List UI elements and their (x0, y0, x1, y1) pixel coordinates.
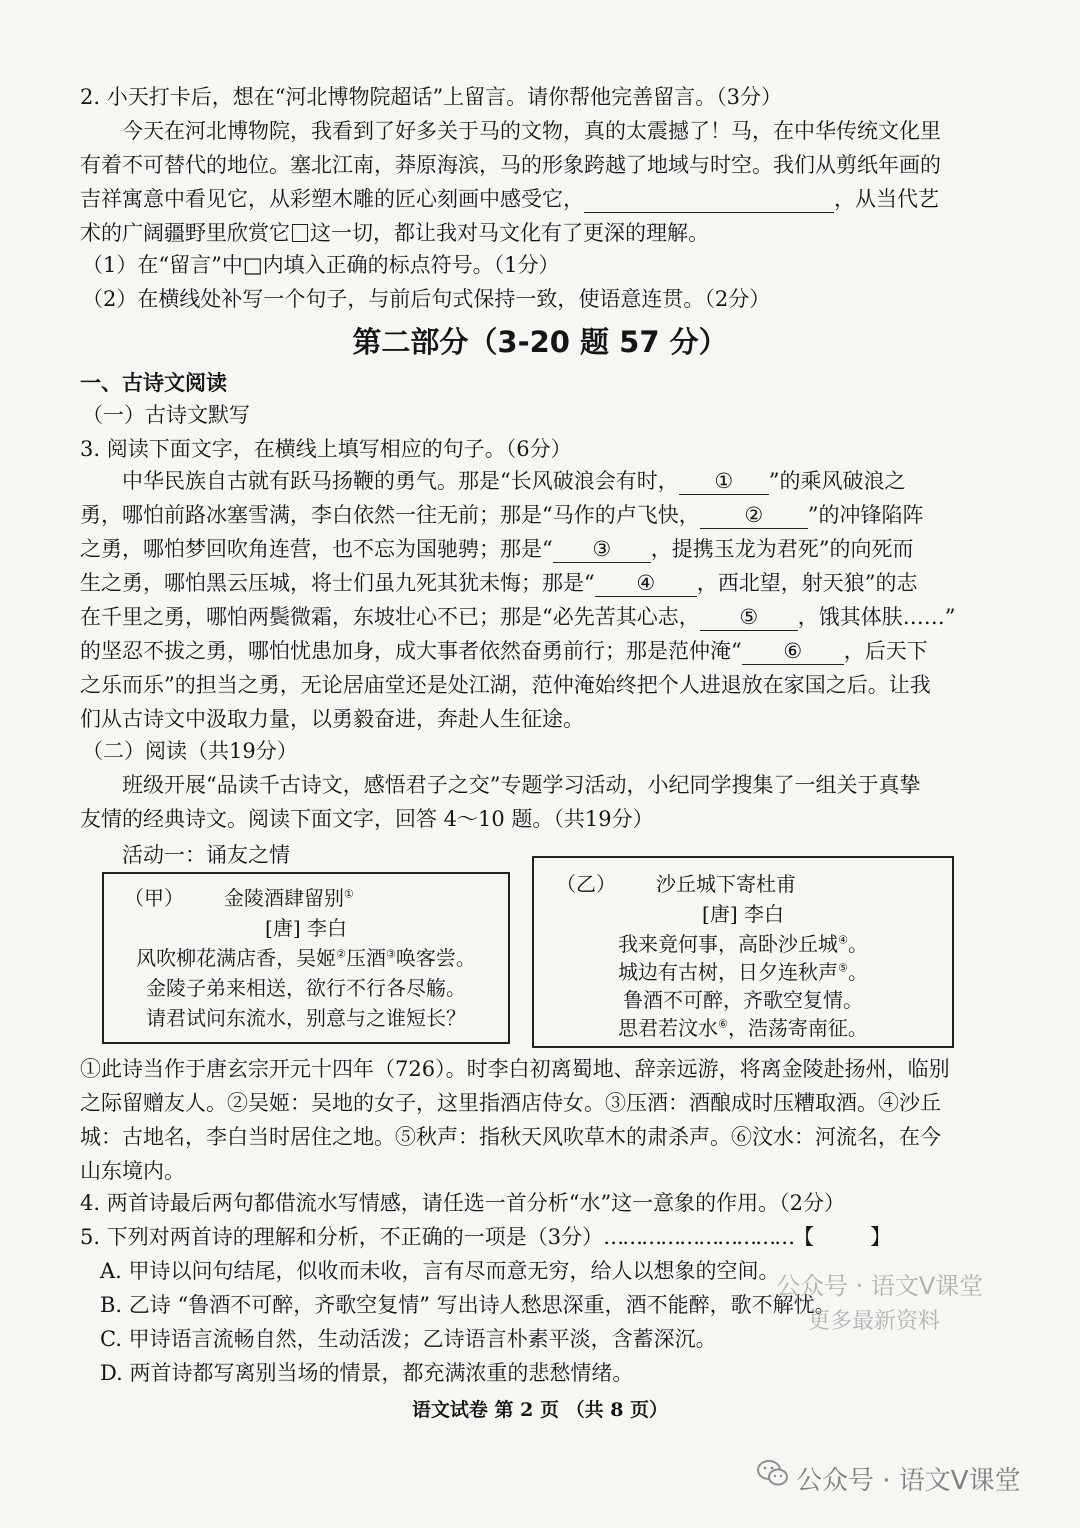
q2-sub2: （2）在横线处补写一个句子，与前后句式保持一致，使语意连贯。（2分） (82, 287, 771, 311)
poem-line: 请君试问东流水，别意与之谁短长？ (146, 1006, 466, 1030)
poem-title: 沙丘城下寄杜甫 (656, 872, 796, 896)
note-line: 城：古地名，李白当时居住之地。⑤秋声：指秋天风吹草木的肃杀声。⑥汶水：河流名，在今 (80, 1125, 941, 1149)
blank-2[interactable]: ② (700, 502, 808, 529)
note-line: 之际留赠友人。②吴姬：吴地的女子，这里指酒店侍女。③压酒：酒酿成时压糟取酒。④沙丘 (80, 1091, 941, 1115)
q4-stem: 4. 两首诗最后两句都借流水写情感，请任选一首分析“水”这一意象的作用。（2分） (80, 1191, 846, 1215)
poem-title-line: （甲） 金陵酒肆留别① (124, 886, 354, 910)
watermark-bottom: 公众号 · 语文V课堂 (796, 1466, 1021, 1496)
q2-message-line: 吉祥寓意中看见它，从彩塑木雕的匠心刻画中感受它， ，从当代艺 (80, 187, 939, 211)
q5-answer-box[interactable] (814, 1224, 870, 1250)
dot-leader: ………………………… (603, 1225, 794, 1249)
q3-text-line: 勇，哪怕前路冰塞雪满，李白依然一往无前；那是“马作的卢飞快， ② ”的冲锋陷阵 (80, 503, 924, 527)
q5-option-d[interactable]: D. 两首诗都写离别当场的情景，都充满浓重的悲愁情绪。 (100, 1361, 634, 1385)
poem-line: 思君若汶水⑥，浩荡寄南征。 (618, 1016, 868, 1040)
page-footer: 语文试卷 第 2 页 （共 8 页） (411, 1399, 669, 1421)
q3-stem: 3. 阅读下面文字，在横线上填写相应的句子。（6分） (80, 437, 572, 461)
poem-title: 金陵酒肆留别 (224, 886, 344, 910)
q5-option-a[interactable]: A. 甲诗以问句结尾，似收而未收，言有尽而意无穷，给人以想象的空间。 (100, 1259, 780, 1283)
part-title: 第二部分（3-20 题 57 分） (352, 325, 728, 359)
q5-option-b[interactable]: B. 乙诗 “鲁酒不可醉，齐歌空复情” 写出诗人愁思深重，酒不能醉，歌不解忧。 (100, 1293, 836, 1317)
q5-option-c[interactable]: C. 甲诗语言流畅自然，生动活泼；乙诗语言朴素平淡，含蓄深沉。 (100, 1327, 717, 1351)
q2-sub1: （1）在“留言”中□内填入正确的标点符号。（1分） (82, 253, 560, 277)
q2-message-line: 今天在河北博物院，我看到了好多关于马的文物，真的太震撼了！马，在中华传统文化里 (122, 119, 941, 143)
blank-1[interactable]: ① (679, 468, 769, 495)
poem-title-line: （乙） 沙丘城下寄杜甫 (556, 872, 796, 896)
q2-stem: 2. 小天打卡后，想在“河北博物院超话”上留言。请你帮他完善留言。（3分） (80, 85, 783, 109)
poem-box-b (532, 856, 954, 1048)
q3-text-line: 们从古诗文中汲取力量，以勇毅奋进，奔赴人生征途。 (80, 707, 584, 731)
poem-line: 金陵子弟来相送，欲行不行各尽觞。 (146, 976, 466, 1000)
subsection-title: （一）古诗文默写 (82, 403, 250, 427)
poem-line: 风吹柳花满店香，吴姬②压酒③唤客尝。 (136, 946, 476, 970)
poem-line: 我来竟何事，高卧沙丘城④。 (618, 932, 868, 956)
intro-line: 班级开展“品读千古诗文，感悟君子之交”专题学习活动，小纪同学搜集了一组关于真挚 (122, 773, 921, 797)
note-line: 山东境内。 (80, 1159, 185, 1183)
blank-6[interactable]: ⑥ (742, 638, 844, 665)
activity-title: 活动一：诵友之情 (122, 843, 290, 867)
poem-line: 鲁酒不可醉，齐歌空复情。 (623, 988, 863, 1012)
q2-message-line: 术的广阔疆野里欣赏它 这一切，都让我对马文化有了更深的理解。 (80, 221, 709, 245)
section-title: 一、古诗文阅读 (80, 370, 227, 395)
poem-author: [唐] 李白 (265, 916, 347, 940)
poem-author: [唐] 李白 (702, 902, 784, 926)
poem-line: 城边有古树，日夕连秋声⑤。 (618, 960, 868, 984)
blank-4[interactable]: ④ (595, 570, 697, 597)
q5-stem: 5. 下列对两首诗的理解和分析，不正确的一项是（3分）…………………………【 】 (80, 1225, 892, 1249)
punctuation-box[interactable] (292, 224, 308, 242)
q3-text-line: 之勇，哪怕梦回吹角连营，也不忘为国驰骋；那是“ ③ ，提携玉龙为君死”的向死而 (80, 537, 914, 561)
q3-text-line: 在千里之勇，哪怕两鬓微霜，东坡壮心不已；那是“必先苦其心志， ⑤ ，饿其体肤……” (80, 605, 956, 629)
q3-text-line: 中华民族自古就有跃马扬鞭的勇气。那是“长风破浪会有时， ① ”的乘风破浪之 (122, 469, 906, 493)
q2-message-line: 有着不可替代的地位。塞北江南，莽原海滨，马的形象跨越了地域与时空。我们从剪纸年画的 (80, 153, 941, 177)
blank-3[interactable]: ③ (553, 536, 651, 563)
blank-5[interactable]: ⑤ (700, 604, 798, 631)
note-line: ①此诗当作于唐玄宗开元十四年（726）。时李白初离蜀地、辞亲远游，将离金陵赴扬州，临别 (80, 1057, 950, 1081)
q3-text-line: 之乐而乐”的担当之勇，无论居庙堂还是处江湖，范仲淹始终把个人进退放在家国之后。让我 (80, 673, 931, 697)
wechat-icon (756, 1458, 790, 1488)
intro-line: 友情的经典诗文。阅读下面文字，回答 4～10 题。（共19分） (80, 807, 654, 831)
watermark-line: 公众号 · 语文V课堂 (776, 1272, 984, 1300)
q2-answer-blank[interactable] (584, 186, 834, 213)
q3-text-line: 的坚忍不拔之勇，哪怕忧患加身，成大事者依然奋勇前行；那是范仲淹“ ⑥ ，后天下 (80, 639, 928, 663)
subsection-title: （二）阅读（共19分） (82, 739, 298, 763)
watermark-line: 更多最新资料 (808, 1309, 941, 1334)
poem-box-a (102, 872, 510, 1044)
q3-text-line: 生之勇，哪怕黑云压城，将士们虽九死其犹未悔；那是“ ④ ，西北望，射天狼”的志 (80, 571, 918, 595)
